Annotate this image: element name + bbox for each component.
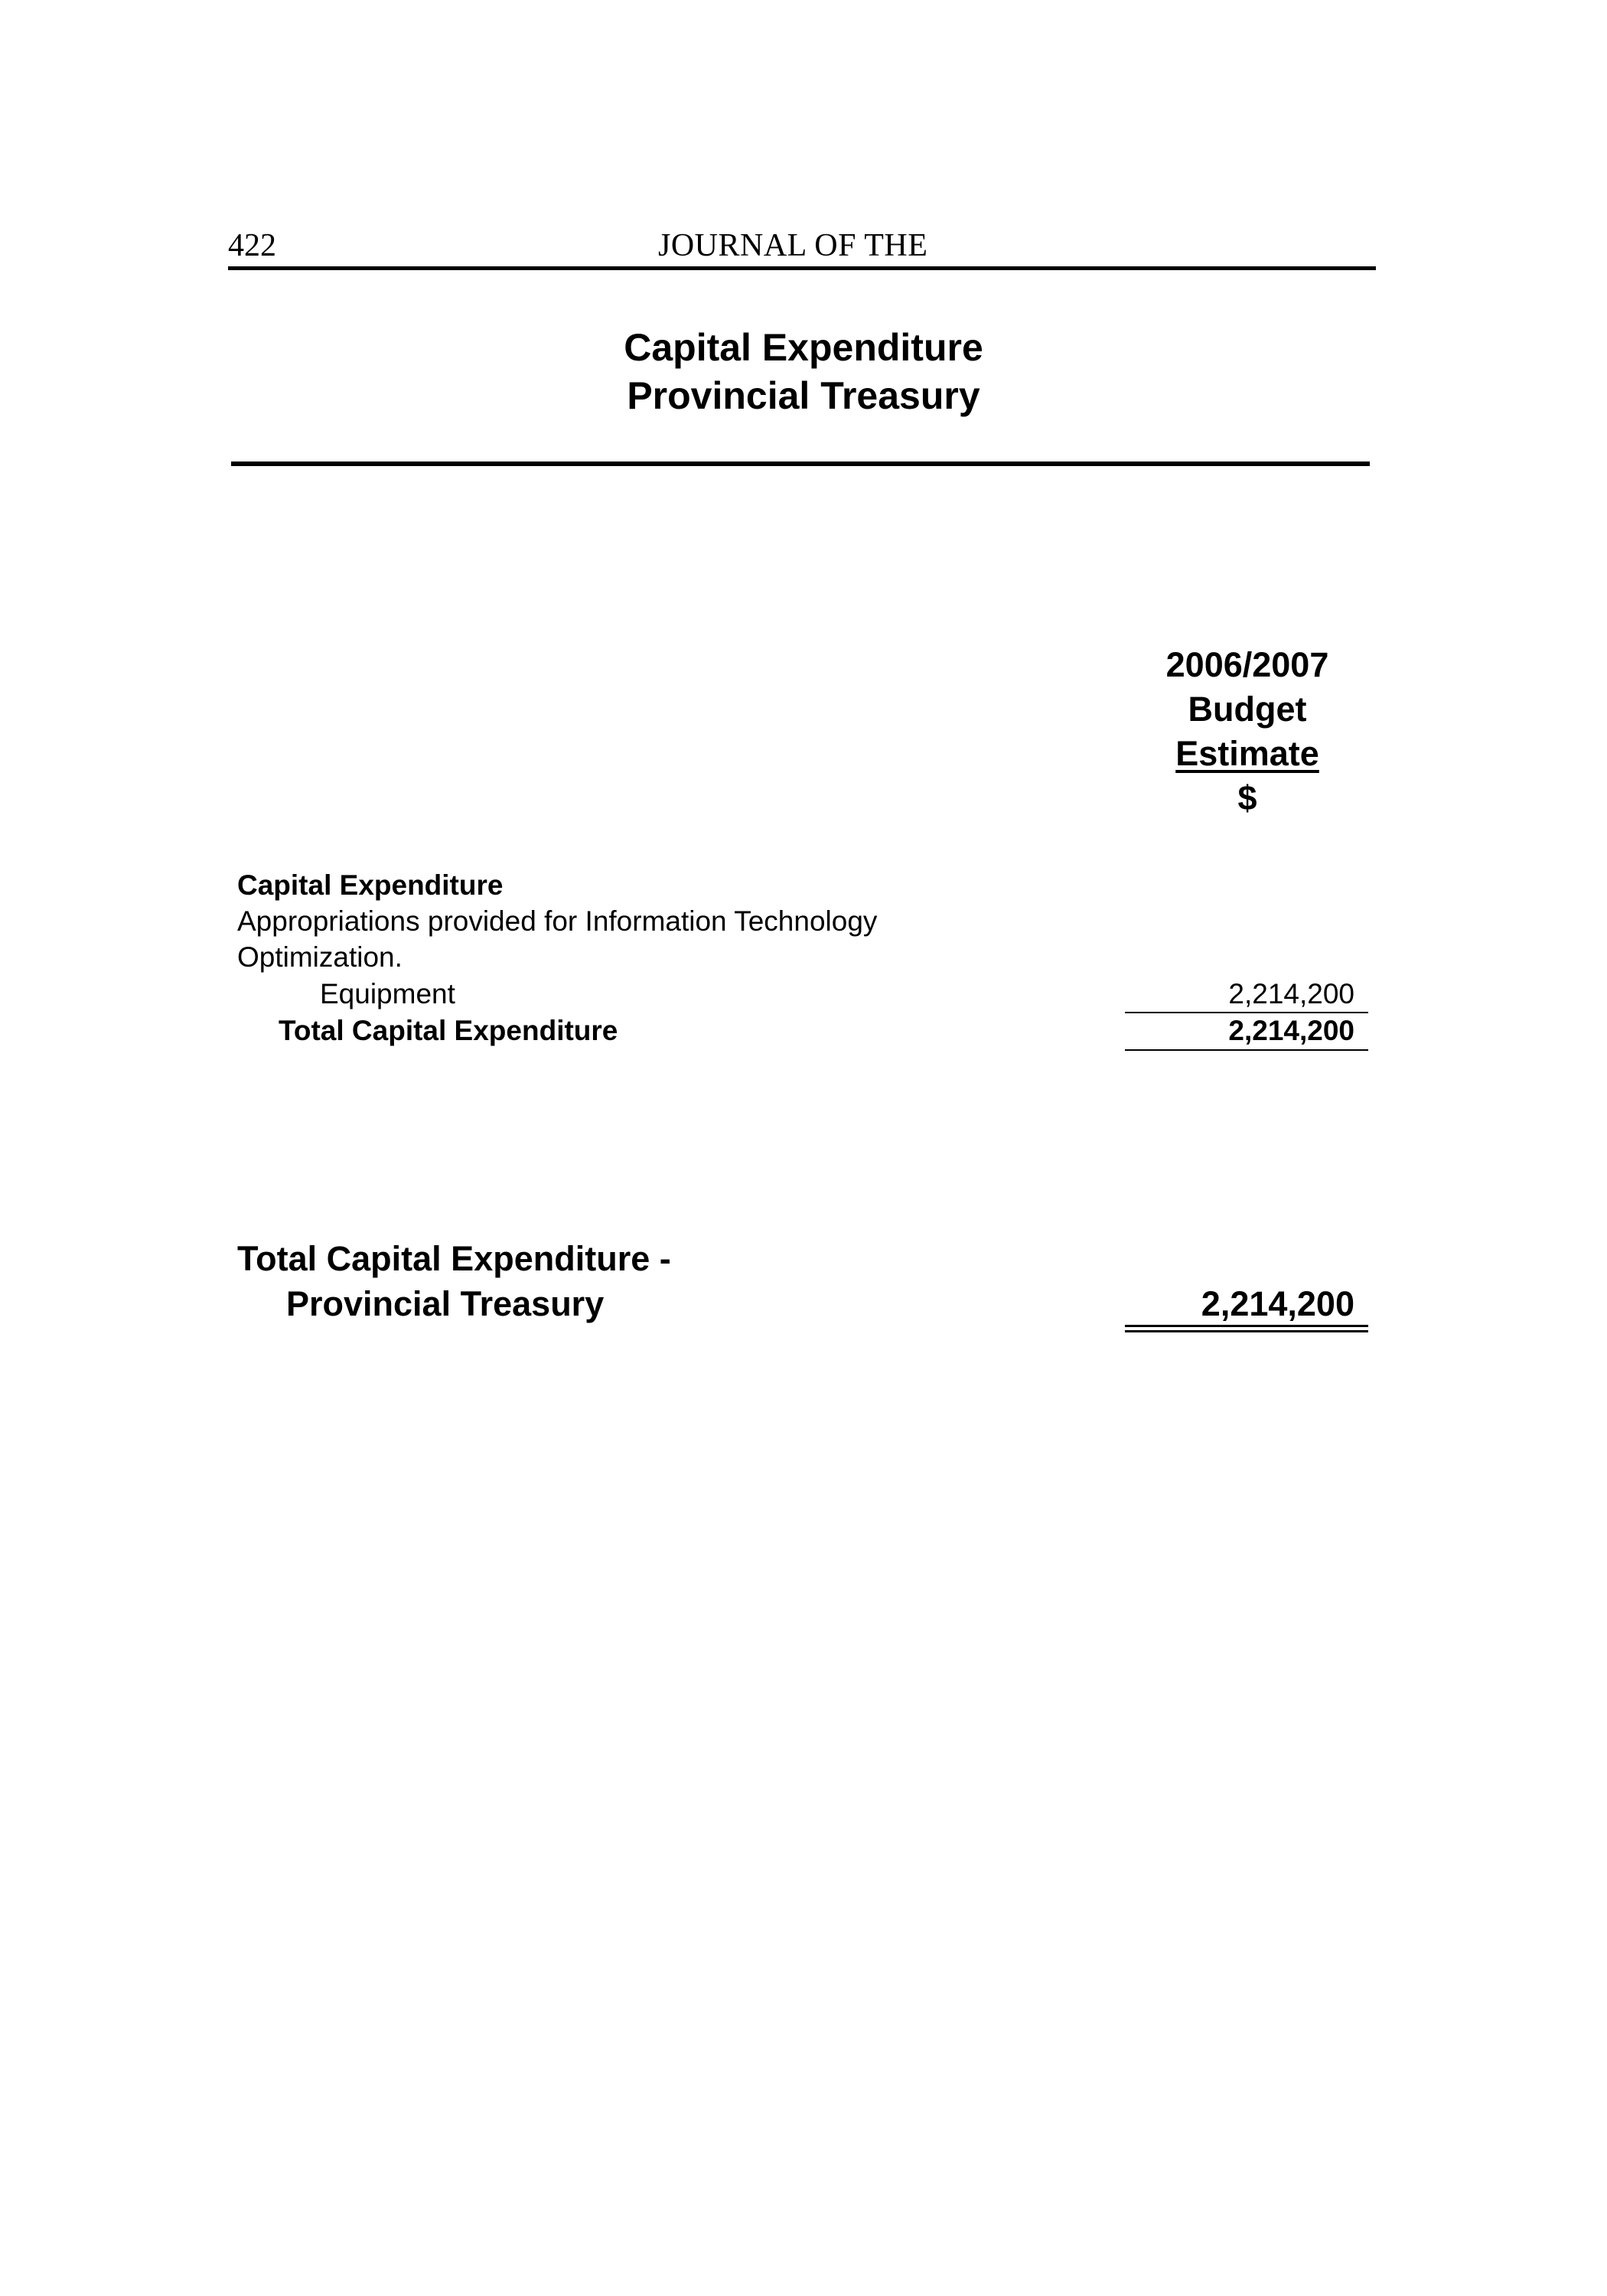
column-header-currency: $ <box>1237 778 1257 817</box>
header-rule <box>228 266 1376 270</box>
grand-total-amount: 2,214,200 <box>1201 1284 1354 1323</box>
section-heading: Capital Expenditure <box>237 869 504 901</box>
page-title-line2: Provincial Treasury <box>627 374 980 417</box>
column-header-year: 2006/2007 <box>1165 645 1329 684</box>
grand-total-label-line1: Total Capital Expenditure - <box>237 1239 671 1278</box>
title-rule <box>231 461 1370 466</box>
section-description-line1: Appropriations provided for Information Technology <box>237 905 878 937</box>
column-header-estimate-wrap <box>1117 732 1377 776</box>
grand-total-rule-bottom <box>1125 1330 1368 1332</box>
page-title-line1: Capital Expenditure <box>624 326 983 369</box>
running-head: JOURNAL OF THE <box>658 228 928 263</box>
page-number: 422 <box>228 228 276 263</box>
section-total-amount: 2,214,200 <box>1228 1015 1354 1046</box>
grand-total-label-line2: Provincial Treasury <box>286 1284 605 1323</box>
item-amount-equipment: 2,214,200 <box>1228 978 1354 1009</box>
column-header-budget: Budget <box>1188 690 1307 729</box>
column-header-estimate: Estimate <box>1175 734 1319 773</box>
grand-total-rule-top <box>1125 1325 1368 1327</box>
total-rule <box>1125 1049 1368 1051</box>
section-description-line2: Optimization. <box>237 941 403 973</box>
item-label-equipment: Equipment <box>320 978 455 1009</box>
section-total-label: Total Capital Expenditure <box>279 1015 618 1046</box>
